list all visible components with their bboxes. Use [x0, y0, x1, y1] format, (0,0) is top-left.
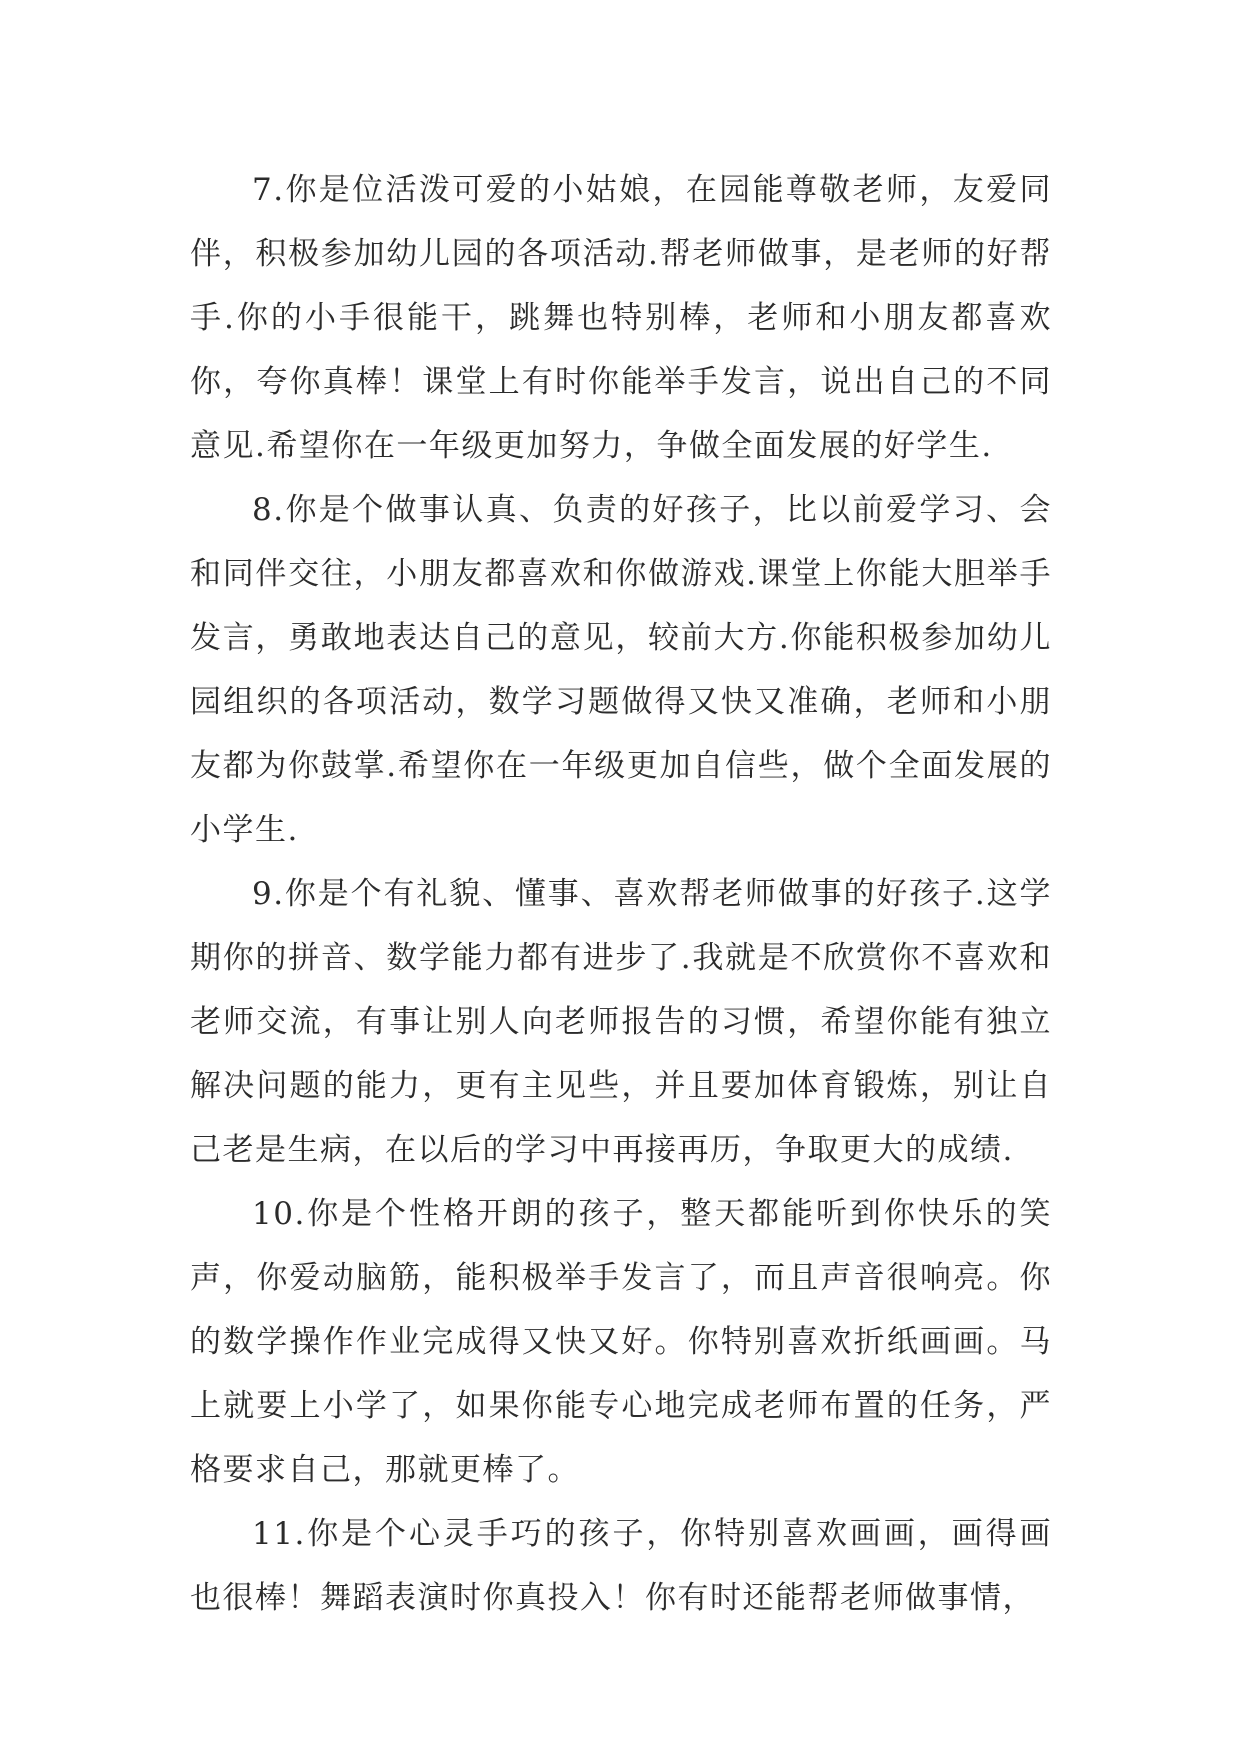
document-body	[190, 158, 1052, 1630]
paragraph-8: 8.你是个做事认真、负责的好孩子，比以前爱学习、会和同伴交往，小朋友都喜欢和你做游戏.课堂上你能大胆举手发言，勇敢地表达自己的意见，较前大方.你能积极参加幼儿园组织的各项活动，数学习题做得又快又准确，老师和小朋友都为你鼓掌.希望你在一年级更加自信些，做个全面发展的小学生.	[190, 492, 1052, 848]
paragraph-10: 10.你是个性格开朗的孩子，整天都能听到你快乐的笑声，你爱动脑筋，能积极举手发言了，而且声音很响亮。你的数学操作作业完成得又快又好。你特别喜欢折纸画画。马上就要上小学了，如果你能专心地完成老师布置的任务，严格要求自己，那就更棒了。	[190, 1196, 1052, 1488]
paragraph-7: 7.你是位活泼可爱的小姑娘，在园能尊敬老师，友爱同伴，积极参加幼儿园的各项活动.帮老师做事，是老师的好帮手.你的小手很能干，跳舞也特别棒，老师和小朋友都喜欢你，夸你真棒！课堂上有时你能举手发言，说出自己的不同意见.希望你在一年级更加努力，争做全面发展的好学生.	[190, 172, 1052, 464]
paragraph-11: 11.你是个心灵手巧的孩子，你特别喜欢画画，画得画也很棒！舞蹈表演时你真投入！你有时还能帮老师做事情，	[190, 1516, 1052, 1616]
paragraph-9: 9.你是个有礼貌、懂事、喜欢帮老师做事的好孩子.这学期你的拼音、数学能力都有进步了.我就是不欣赏你不喜欢和老师交流，有事让别人向老师报告的习惯，希望你能有独立解决问题的能力，更有主见些，并且要加体育锻炼，别让自己老是生病，在以后的学习中再接再历，争取更大的成绩.	[190, 876, 1052, 1168]
